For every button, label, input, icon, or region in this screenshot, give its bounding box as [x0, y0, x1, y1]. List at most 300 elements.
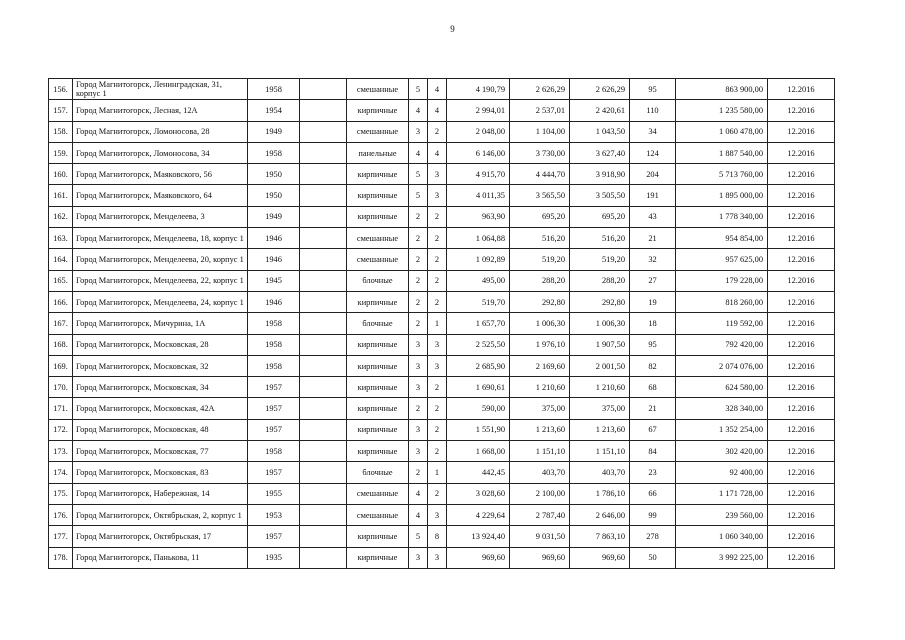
year-cell: 1958: [248, 313, 300, 334]
wall-material-cell: блочные: [347, 313, 409, 334]
table-row: [49, 398, 835, 419]
living-area-cell: 1 006,30: [510, 313, 570, 334]
year-cell: 1946: [248, 228, 300, 249]
blank-cell: [300, 334, 347, 355]
date-cell: 12.2016: [768, 164, 835, 185]
year-cell: 1958: [248, 79, 300, 100]
address-cell: Город Магнитогорск, Лесная, 12А: [73, 100, 248, 121]
row-number: 171.: [49, 398, 73, 419]
row-number: 161.: [49, 185, 73, 206]
cost-cell: 1 171 728,00: [676, 483, 768, 504]
table-row: [49, 377, 835, 398]
living-area-cell: 1 151,10: [510, 441, 570, 462]
cost-cell: 1 235 580,00: [676, 100, 768, 121]
residents-cell: 32: [630, 249, 676, 270]
date-cell: 12.2016: [768, 185, 835, 206]
floors-cell: 2: [409, 462, 428, 483]
table-row: [49, 185, 835, 206]
wall-material-cell: кирпичные: [347, 398, 409, 419]
entrances-cell: 2: [428, 441, 447, 462]
address-cell: Город Магнитогорск, Октябрьская, 2, корпус 1: [73, 504, 248, 525]
total-area-cell: 1 551,90: [447, 419, 510, 440]
address-cell: Город Магнитогорск, Московская, 28: [73, 334, 248, 355]
residential-area-cell: 1 210,60: [570, 377, 630, 398]
blank-cell: [300, 291, 347, 312]
year-cell: 1957: [248, 377, 300, 398]
table-row: [49, 441, 835, 462]
wall-material-cell: блочные: [347, 462, 409, 483]
residents-cell: 50: [630, 547, 676, 568]
wall-material-cell: кирпичные: [347, 441, 409, 462]
wall-material-cell: кирпичные: [347, 100, 409, 121]
residential-area-cell: 288,20: [570, 270, 630, 291]
entrances-cell: 1: [428, 462, 447, 483]
residents-cell: 95: [630, 79, 676, 100]
table-row: [49, 355, 835, 376]
table-row: [49, 206, 835, 227]
total-area-cell: 963,90: [447, 206, 510, 227]
living-area-cell: 9 031,50: [510, 526, 570, 547]
row-number: 173.: [49, 441, 73, 462]
blank-cell: [300, 206, 347, 227]
address-cell: Город Магнитогорск, Менделеева, 24, корпус 1: [73, 291, 248, 312]
residents-cell: 67: [630, 419, 676, 440]
total-area-cell: 1 064,88: [447, 228, 510, 249]
residents-cell: 27: [630, 270, 676, 291]
date-cell: 12.2016: [768, 526, 835, 547]
table-row: [49, 79, 835, 100]
entrances-cell: 3: [428, 334, 447, 355]
date-cell: 12.2016: [768, 79, 835, 100]
year-cell: 1958: [248, 142, 300, 163]
row-number: 156.: [49, 79, 73, 100]
residential-area-cell: 1 151,10: [570, 441, 630, 462]
residents-cell: 84: [630, 441, 676, 462]
date-cell: 12.2016: [768, 121, 835, 142]
row-number: 158.: [49, 121, 73, 142]
address-cell: Город Магнитогорск, Маяковского, 56: [73, 164, 248, 185]
table-row: [49, 270, 835, 291]
wall-material-cell: кирпичные: [347, 547, 409, 568]
residents-cell: 68: [630, 377, 676, 398]
blank-cell: [300, 547, 347, 568]
floors-cell: 5: [409, 164, 428, 185]
living-area-cell: 4 444,70: [510, 164, 570, 185]
date-cell: 12.2016: [768, 483, 835, 504]
cost-cell: 1 060 340,00: [676, 526, 768, 547]
entrances-cell: 2: [428, 377, 447, 398]
year-cell: 1958: [248, 441, 300, 462]
total-area-cell: 442,45: [447, 462, 510, 483]
wall-material-cell: кирпичные: [347, 334, 409, 355]
total-area-cell: 1 668,00: [447, 441, 510, 462]
table-row: [49, 334, 835, 355]
entrances-cell: 2: [428, 398, 447, 419]
blank-cell: [300, 142, 347, 163]
residential-area-cell: 2 626,29: [570, 79, 630, 100]
wall-material-cell: смешанные: [347, 483, 409, 504]
wall-material-cell: кирпичные: [347, 291, 409, 312]
total-area-cell: 4 011,35: [447, 185, 510, 206]
table-row: [49, 526, 835, 547]
cost-cell: 792 420,00: [676, 334, 768, 355]
address-cell: Город Магнитогорск, Московская, 48: [73, 419, 248, 440]
residential-area-cell: 2 001,50: [570, 355, 630, 376]
date-cell: 12.2016: [768, 142, 835, 163]
address-cell: Город Магнитогорск, Набережная, 14: [73, 483, 248, 504]
year-cell: 1946: [248, 249, 300, 270]
living-area-cell: 1 210,60: [510, 377, 570, 398]
living-area-cell: 288,20: [510, 270, 570, 291]
blank-cell: [300, 504, 347, 525]
residents-cell: 99: [630, 504, 676, 525]
floors-cell: 4: [409, 504, 428, 525]
blank-cell: [300, 228, 347, 249]
residential-area-cell: 516,20: [570, 228, 630, 249]
floors-cell: 2: [409, 249, 428, 270]
cost-cell: 1 352 254,00: [676, 419, 768, 440]
blank-cell: [300, 100, 347, 121]
blank-cell: [300, 483, 347, 504]
address-cell: Город Магнитогорск, Московская, 32: [73, 355, 248, 376]
blank-cell: [300, 355, 347, 376]
residents-cell: 278: [630, 526, 676, 547]
cost-cell: 92 400,00: [676, 462, 768, 483]
total-area-cell: 1 657,70: [447, 313, 510, 334]
residents-cell: 23: [630, 462, 676, 483]
total-area-cell: 13 924,40: [447, 526, 510, 547]
residential-area-cell: 1 786,10: [570, 483, 630, 504]
wall-material-cell: панельные: [347, 142, 409, 163]
cost-cell: 1 060 478,00: [676, 121, 768, 142]
wall-material-cell: кирпичные: [347, 355, 409, 376]
total-area-cell: 2 048,00: [447, 121, 510, 142]
floors-cell: 3: [409, 547, 428, 568]
blank-cell: [300, 185, 347, 206]
year-cell: 1954: [248, 100, 300, 121]
entrances-cell: 2: [428, 291, 447, 312]
entrances-cell: 8: [428, 526, 447, 547]
entrances-cell: 3: [428, 355, 447, 376]
cost-cell: 239 560,00: [676, 504, 768, 525]
table-row: [49, 121, 835, 142]
blank-cell: [300, 462, 347, 483]
date-cell: 12.2016: [768, 547, 835, 568]
row-number: 160.: [49, 164, 73, 185]
wall-material-cell: кирпичные: [347, 377, 409, 398]
date-cell: 12.2016: [768, 504, 835, 525]
address-cell: Город Магнитогорск, Ломоносова, 34: [73, 142, 248, 163]
floors-cell: 2: [409, 398, 428, 419]
date-cell: 12.2016: [768, 334, 835, 355]
year-cell: 1957: [248, 462, 300, 483]
cost-cell: 119 592,00: [676, 313, 768, 334]
row-number: 178.: [49, 547, 73, 568]
residential-area-cell: 3 505,50: [570, 185, 630, 206]
living-area-cell: 403,70: [510, 462, 570, 483]
year-cell: 1949: [248, 121, 300, 142]
year-cell: 1958: [248, 334, 300, 355]
entrances-cell: 3: [428, 547, 447, 568]
residents-cell: 19: [630, 291, 676, 312]
table-row: [49, 483, 835, 504]
entrances-cell: 2: [428, 121, 447, 142]
year-cell: 1950: [248, 185, 300, 206]
residential-area-cell: 695,20: [570, 206, 630, 227]
cost-cell: 302 420,00: [676, 441, 768, 462]
residents-cell: 95: [630, 334, 676, 355]
blank-cell: [300, 526, 347, 547]
cost-cell: 1 895 000,00: [676, 185, 768, 206]
row-number: 162.: [49, 206, 73, 227]
date-cell: 12.2016: [768, 462, 835, 483]
floors-cell: 2: [409, 291, 428, 312]
entrances-cell: 2: [428, 249, 447, 270]
living-area-cell: 1 213,60: [510, 419, 570, 440]
floors-cell: 5: [409, 185, 428, 206]
total-area-cell: 2 994,01: [447, 100, 510, 121]
cost-cell: 954 854,00: [676, 228, 768, 249]
living-area-cell: 1 104,00: [510, 121, 570, 142]
residents-cell: 110: [630, 100, 676, 121]
date-cell: 12.2016: [768, 100, 835, 121]
entrances-cell: 4: [428, 142, 447, 163]
living-area-cell: 516,20: [510, 228, 570, 249]
living-area-cell: 2 169,60: [510, 355, 570, 376]
entrances-cell: 1: [428, 313, 447, 334]
blank-cell: [300, 79, 347, 100]
floors-cell: 2: [409, 228, 428, 249]
blank-cell: [300, 441, 347, 462]
living-area-cell: 375,00: [510, 398, 570, 419]
address-cell: Город Магнитогорск, Московская, 83: [73, 462, 248, 483]
entrances-cell: 4: [428, 100, 447, 121]
wall-material-cell: кирпичные: [347, 206, 409, 227]
row-number: 164.: [49, 249, 73, 270]
blank-cell: [300, 377, 347, 398]
floors-cell: 2: [409, 206, 428, 227]
entrances-cell: 2: [428, 419, 447, 440]
floors-cell: 4: [409, 100, 428, 121]
residential-area-cell: 292,80: [570, 291, 630, 312]
residential-area-cell: 2 420,61: [570, 100, 630, 121]
residential-area-cell: 1 043,50: [570, 121, 630, 142]
address-cell: Город Магнитогорск, Менделеева, 18, корпус 1: [73, 228, 248, 249]
blank-cell: [300, 313, 347, 334]
page-number: 9: [450, 24, 455, 34]
cost-cell: 2 074 076,00: [676, 355, 768, 376]
living-area-cell: 2 100,00: [510, 483, 570, 504]
cost-cell: 1 887 540,00: [676, 142, 768, 163]
date-cell: 12.2016: [768, 206, 835, 227]
entrances-cell: 2: [428, 270, 447, 291]
cost-cell: 957 625,00: [676, 249, 768, 270]
year-cell: 1950: [248, 164, 300, 185]
residential-area-cell: 2 646,00: [570, 504, 630, 525]
total-area-cell: 495,00: [447, 270, 510, 291]
floors-cell: 4: [409, 483, 428, 504]
row-number: 174.: [49, 462, 73, 483]
address-cell: Город Магнитогорск, Ломоносова, 28: [73, 121, 248, 142]
year-cell: 1955: [248, 483, 300, 504]
address-cell: Город Магнитогорск, Московская, 42А: [73, 398, 248, 419]
address-cell: Город Магнитогорск, Мичурина, 1А: [73, 313, 248, 334]
entrances-cell: 3: [428, 185, 447, 206]
table-row: [49, 504, 835, 525]
residents-cell: 21: [630, 398, 676, 419]
row-number: 176.: [49, 504, 73, 525]
table-row: [49, 547, 835, 568]
entrances-cell: 2: [428, 483, 447, 504]
housing-registry-table: [48, 78, 835, 569]
floors-cell: 3: [409, 441, 428, 462]
living-area-cell: 519,20: [510, 249, 570, 270]
floors-cell: 3: [409, 334, 428, 355]
cost-cell: 179 228,00: [676, 270, 768, 291]
wall-material-cell: блочные: [347, 270, 409, 291]
wall-material-cell: кирпичные: [347, 419, 409, 440]
year-cell: 1957: [248, 398, 300, 419]
row-number: 175.: [49, 483, 73, 504]
residential-area-cell: 3 918,90: [570, 164, 630, 185]
cost-cell: 3 992 225,00: [676, 547, 768, 568]
living-area-cell: 292,80: [510, 291, 570, 312]
year-cell: 1946: [248, 291, 300, 312]
row-number: 177.: [49, 526, 73, 547]
table-row: [49, 313, 835, 334]
residents-cell: 34: [630, 121, 676, 142]
total-area-cell: 2 525,50: [447, 334, 510, 355]
date-cell: 12.2016: [768, 441, 835, 462]
residential-area-cell: 403,70: [570, 462, 630, 483]
date-cell: 12.2016: [768, 377, 835, 398]
address-cell: Город Магнитогорск, Менделеева, 20, корпус 1: [73, 249, 248, 270]
cost-cell: 624 580,00: [676, 377, 768, 398]
year-cell: 1957: [248, 419, 300, 440]
row-number: 172.: [49, 419, 73, 440]
total-area-cell: 4 229,64: [447, 504, 510, 525]
date-cell: 12.2016: [768, 291, 835, 312]
residents-cell: 204: [630, 164, 676, 185]
living-area-cell: 2 537,01: [510, 100, 570, 121]
row-number: 168.: [49, 334, 73, 355]
wall-material-cell: смешанные: [347, 79, 409, 100]
year-cell: 1935: [248, 547, 300, 568]
residents-cell: 124: [630, 142, 676, 163]
floors-cell: 4: [409, 142, 428, 163]
row-number: 170.: [49, 377, 73, 398]
table-body: [49, 79, 835, 569]
floors-cell: 2: [409, 270, 428, 291]
date-cell: 12.2016: [768, 398, 835, 419]
total-area-cell: 3 028,60: [447, 483, 510, 504]
residents-cell: 21: [630, 228, 676, 249]
wall-material-cell: смешанные: [347, 504, 409, 525]
total-area-cell: 4 190,79: [447, 79, 510, 100]
blank-cell: [300, 270, 347, 291]
cost-cell: 328 340,00: [676, 398, 768, 419]
residential-area-cell: 1 006,30: [570, 313, 630, 334]
residents-cell: 191: [630, 185, 676, 206]
living-area-cell: 2 787,40: [510, 504, 570, 525]
wall-material-cell: смешанные: [347, 121, 409, 142]
residential-area-cell: 375,00: [570, 398, 630, 419]
living-area-cell: 3 730,00: [510, 142, 570, 163]
living-area-cell: 2 626,29: [510, 79, 570, 100]
row-number: 166.: [49, 291, 73, 312]
residential-area-cell: 1 213,60: [570, 419, 630, 440]
date-cell: 12.2016: [768, 355, 835, 376]
entrances-cell: 3: [428, 164, 447, 185]
table-row: [49, 164, 835, 185]
date-cell: 12.2016: [768, 249, 835, 270]
table-row: [49, 228, 835, 249]
row-number: 167.: [49, 313, 73, 334]
residential-area-cell: 7 863,10: [570, 526, 630, 547]
year-cell: 1949: [248, 206, 300, 227]
cost-cell: 5 713 760,00: [676, 164, 768, 185]
floors-cell: 5: [409, 79, 428, 100]
cost-cell: 863 900,00: [676, 79, 768, 100]
table-row: [49, 462, 835, 483]
wall-material-cell: кирпичные: [347, 526, 409, 547]
total-area-cell: 2 685,90: [447, 355, 510, 376]
total-area-cell: 1 092,89: [447, 249, 510, 270]
total-area-cell: 590,00: [447, 398, 510, 419]
address-cell: Город Магнитогорск, Маяковского, 64: [73, 185, 248, 206]
date-cell: 12.2016: [768, 270, 835, 291]
address-cell: Город Магнитогорск, Московская, 34: [73, 377, 248, 398]
living-area-cell: 1 976,10: [510, 334, 570, 355]
address-cell: Город Магнитогорск, Панькова, 11: [73, 547, 248, 568]
living-area-cell: 969,60: [510, 547, 570, 568]
wall-material-cell: смешанные: [347, 249, 409, 270]
date-cell: 12.2016: [768, 228, 835, 249]
total-area-cell: 519,70: [447, 291, 510, 312]
table-row: [49, 100, 835, 121]
wall-material-cell: кирпичные: [347, 185, 409, 206]
date-cell: 12.2016: [768, 313, 835, 334]
blank-cell: [300, 164, 347, 185]
table-row: [49, 419, 835, 440]
blank-cell: [300, 398, 347, 419]
floors-cell: 3: [409, 121, 428, 142]
row-number: 165.: [49, 270, 73, 291]
table-row: [49, 291, 835, 312]
floors-cell: 5: [409, 526, 428, 547]
floors-cell: 3: [409, 355, 428, 376]
residents-cell: 18: [630, 313, 676, 334]
cost-cell: 1 778 340,00: [676, 206, 768, 227]
entrances-cell: 3: [428, 504, 447, 525]
address-cell: Город Магнитогорск, Московская, 77: [73, 441, 248, 462]
floors-cell: 2: [409, 313, 428, 334]
year-cell: 1953: [248, 504, 300, 525]
floors-cell: 3: [409, 419, 428, 440]
blank-cell: [300, 419, 347, 440]
wall-material-cell: кирпичные: [347, 164, 409, 185]
entrances-cell: 4: [428, 79, 447, 100]
residential-area-cell: 969,60: [570, 547, 630, 568]
entrances-cell: 2: [428, 206, 447, 227]
address-cell: Город Магнитогорск, Менделеева, 3: [73, 206, 248, 227]
residents-cell: 43: [630, 206, 676, 227]
year-cell: 1958: [248, 355, 300, 376]
table-row: [49, 142, 835, 163]
residents-cell: 66: [630, 483, 676, 504]
residential-area-cell: 519,20: [570, 249, 630, 270]
floors-cell: 3: [409, 377, 428, 398]
